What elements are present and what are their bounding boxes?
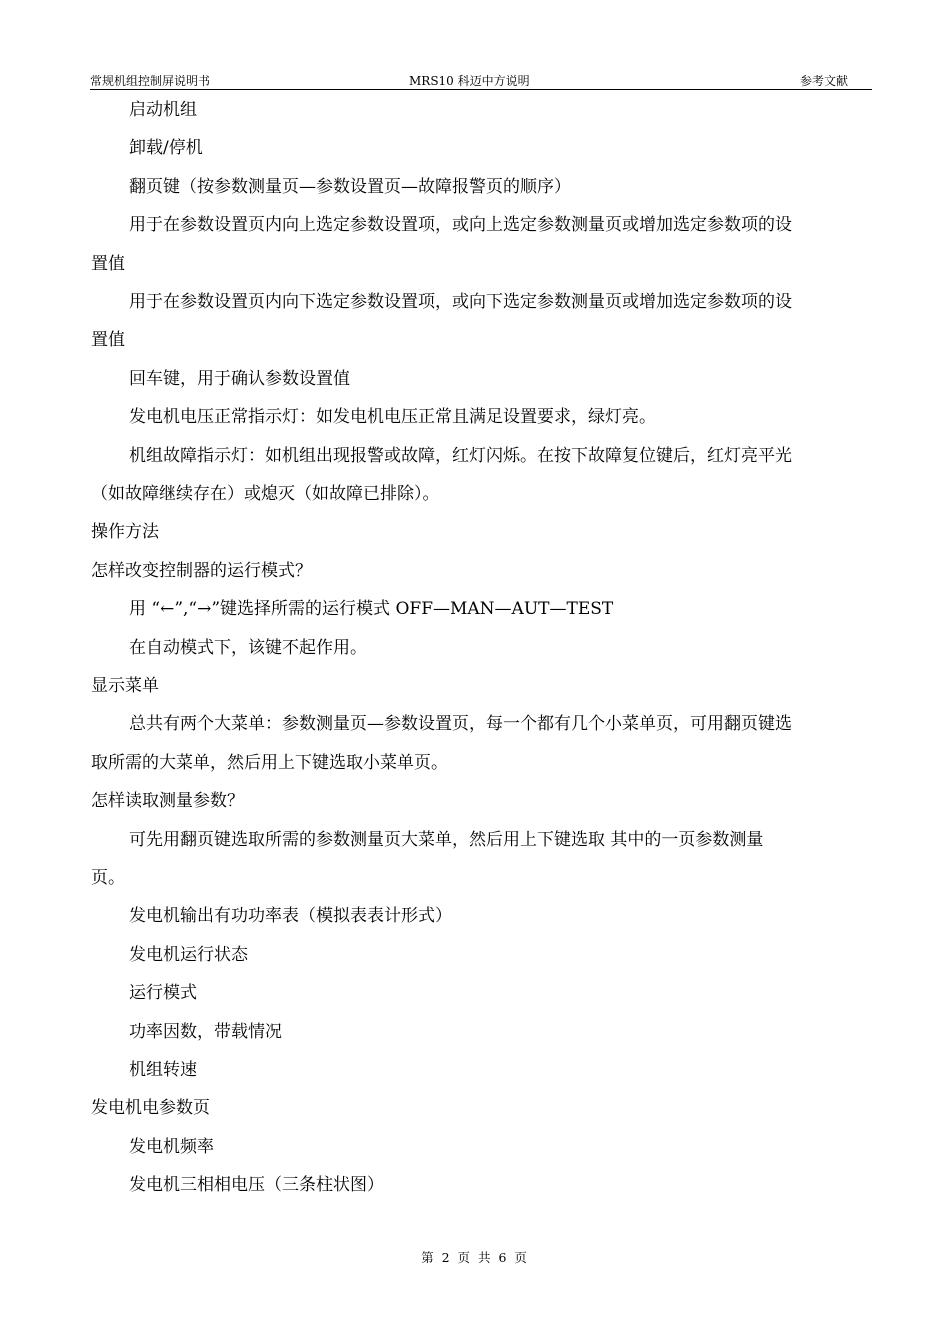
text-line: 机组转速 bbox=[129, 1060, 197, 1080]
text-line: 置值 bbox=[91, 254, 125, 274]
text-line: 在自动模式下，该键不起作用。 bbox=[129, 638, 367, 658]
page-number: 第 2 页 共 6 页 bbox=[421, 1250, 529, 1265]
text-line: 总共有两个大菜单：参数测量页—参数设置页，每一个都有几个小菜单页，可用翻页键选 bbox=[129, 714, 792, 734]
page-header bbox=[90, 70, 872, 90]
text-line: 取所需的大菜单，然后用上下键选取小菜单页。 bbox=[91, 753, 448, 773]
text-line: 用于在参数设置页内向上选定参数设置项，或向上选定参数测量页或增加选定参数项的设 bbox=[129, 215, 792, 235]
text-line: 置值 bbox=[91, 330, 125, 350]
text-line: 发电机频率 bbox=[129, 1137, 214, 1157]
header-center-title: MRS10 科迈中方说明 bbox=[409, 74, 530, 88]
text-line: 启动机组 bbox=[129, 100, 197, 120]
text-line: 页。 bbox=[91, 868, 125, 888]
section-heading: 显示菜单 bbox=[91, 676, 159, 696]
text-line: 用 “←”,“→”键选择所需的运行模式 OFF—MAN—AUT—TEST bbox=[129, 599, 614, 619]
text-line: 发电机运行状态 bbox=[129, 945, 248, 965]
page-footer bbox=[0, 1248, 950, 1266]
text-line: 可先用翻页键选取所需的参数测量页大菜单，然后用上下键选取 其中的一页参数测量 bbox=[129, 830, 764, 850]
text-line: 功率因数，带载情况 bbox=[129, 1022, 282, 1042]
text-line: 卸载/停机 bbox=[129, 138, 203, 158]
section-heading: 怎样读取测量参数？ bbox=[91, 791, 244, 811]
text-line: 发电机电压正常指示灯：如发电机电压正常且满足设置要求，绿灯亮。 bbox=[129, 407, 656, 427]
header-left-title: 常规机组控制屏说明书 bbox=[90, 74, 211, 88]
text-line: 发电机三相相电压（三条柱状图） bbox=[129, 1175, 384, 1195]
text-line: （如故障继续存在）或熄灭（如故障已排除）。 bbox=[91, 484, 440, 504]
text-line: 回车键，用于确认参数设置值 bbox=[129, 369, 350, 389]
text-line: 用于在参数设置页内向下选定参数设置项，或向下选定参数测量页或增加选定参数项的设 bbox=[129, 292, 792, 312]
text-line: 运行模式 bbox=[129, 983, 197, 1003]
text-line: 发电机输出有功功率表（模拟表表计形式） bbox=[129, 906, 452, 926]
text-line: 翻页键（按参数测量页—参数设置页—故障报警页的顺序） bbox=[129, 177, 571, 197]
text-line: 机组故障指示灯：如机组出现报警或故障，红灯闪烁。在按下故障复位键后，红灯亮平光 bbox=[129, 446, 792, 466]
header-right-title: 参考文献 bbox=[799, 74, 848, 88]
section-heading: 发电机电参数页 bbox=[91, 1098, 210, 1118]
section-heading: 操作方法 bbox=[91, 522, 159, 542]
section-heading: 怎样改变控制器的运行模式？ bbox=[91, 561, 312, 581]
